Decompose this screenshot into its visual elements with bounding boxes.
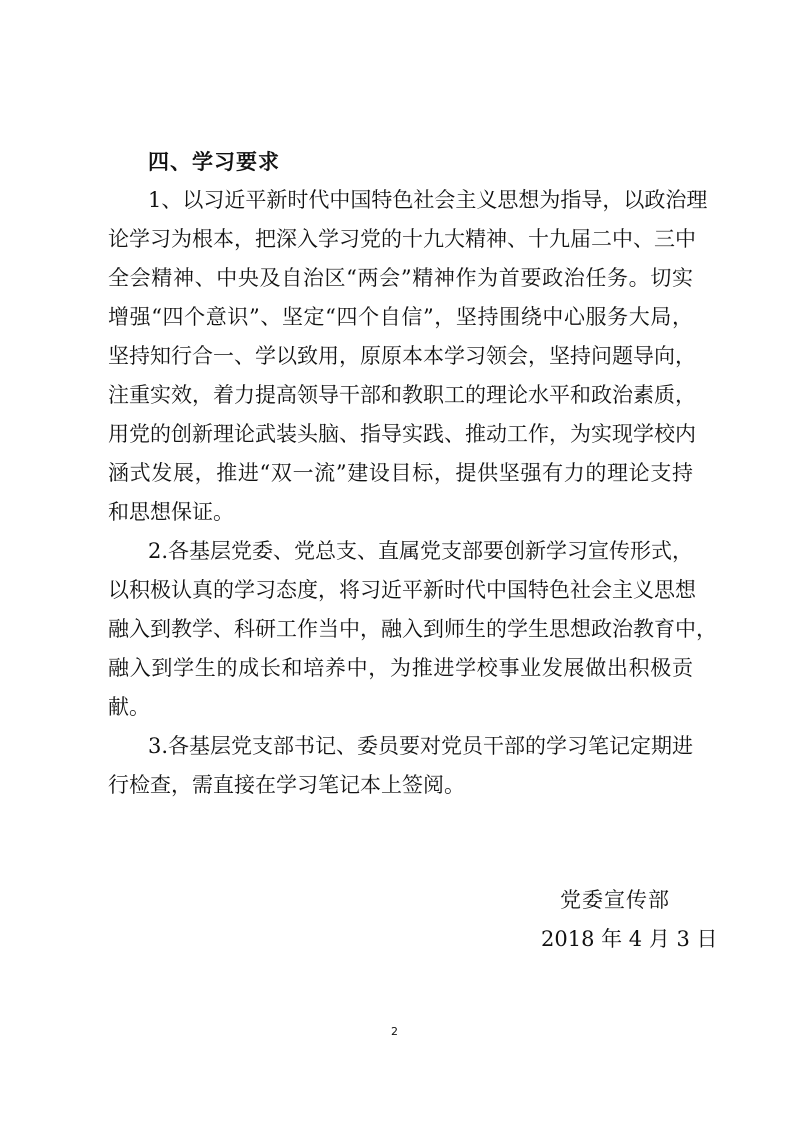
paragraph-1-line-7: 用党的创新理论武装头脑、指导实践、推动工作，为实现学校内 — [108, 422, 696, 446]
page-number: 2 — [391, 1025, 398, 1038]
paragraph-1-line-5: 坚持知行合一、学以致用，原原本本学习领会，坚持问题导向， — [108, 344, 696, 368]
signature-date: 2018 年 4 月 3 日 — [541, 927, 718, 951]
paragraph-1-line-8: 涵式发展，推进“双一流”建设目标，提供坚强有力的理论支持 — [108, 461, 693, 485]
paragraph-2-line-5: 献。 — [108, 695, 150, 719]
paragraph-2-line-4: 融入到学生的成长和培养中，为推进学校事业发展做出积极贡 — [108, 656, 693, 680]
paragraph-3-line-1: 3.各基层党支部书记、委员要对党员干部的学习笔记定期进 — [148, 734, 694, 758]
paragraph-1-line-3: 全会精神、中央及自治区“两会”精神作为首要政治任务。切实 — [108, 266, 693, 290]
paragraph-1-line-2: 论学习为根本，把深入学习党的十九大精神、十九届二中、三中 — [108, 227, 696, 251]
signature-department: 党委宣传部 — [560, 888, 670, 912]
paragraph-2-line-2: 以积极认真的学习态度，将习近平新时代中国特色社会主义思想 — [108, 578, 696, 602]
paragraph-2-line-3: 融入到教学、科研工作当中，融入到师生的学生思想政治教育中， — [108, 617, 717, 641]
paragraph-3-line-2: 行检查，需直接在学习笔记本上签阅。 — [108, 773, 465, 797]
paragraph-2-line-1: 2.各基层党委、党总支、直属党支部要创新学习宣传形式， — [148, 539, 694, 563]
paragraph-1-line-4: 增强“四个意识”、坚定“四个自信”，坚持围绕中心服务大局， — [108, 305, 693, 329]
section-heading: 四、学习要求 — [148, 150, 280, 174]
paragraph-1-line-1: 1、以习近平新时代中国特色社会主义思想为指导，以政治理 — [148, 188, 708, 212]
paragraph-1-line-9: 和思想保证。 — [108, 500, 234, 524]
paragraph-1-line-6: 注重实效，着力提高领导干部和教职工的理论水平和政治素质， — [108, 383, 696, 407]
